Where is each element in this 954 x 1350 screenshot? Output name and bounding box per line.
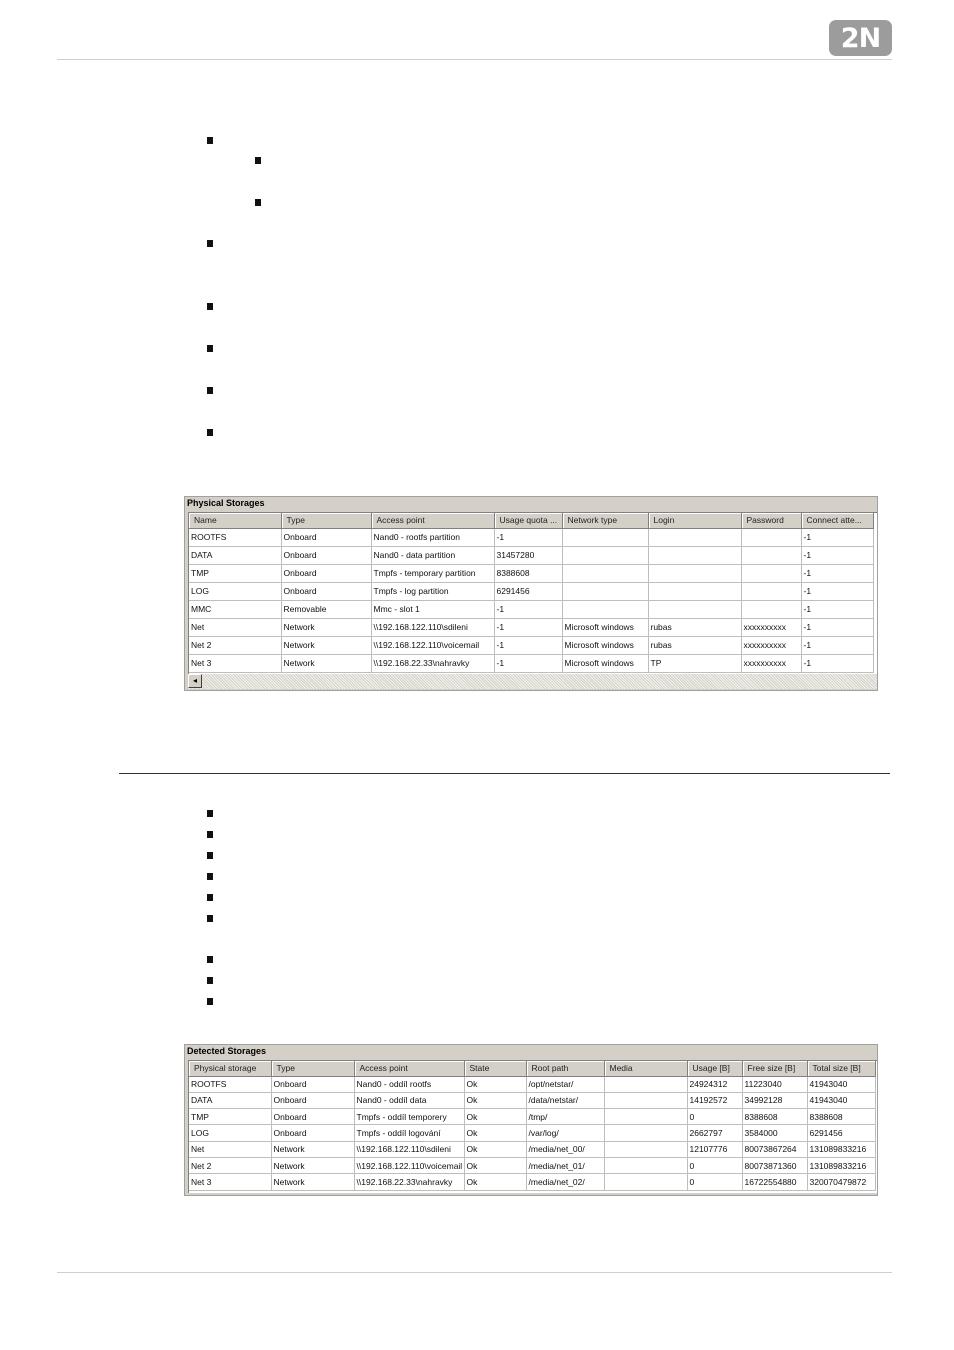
table-cell: 0 (687, 1174, 742, 1190)
table-cell: /media/net_00/ (526, 1141, 604, 1157)
bullet-marker (207, 998, 213, 1005)
table-cell (604, 1141, 687, 1157)
table-cell (648, 582, 741, 600)
table-cell: -1 (494, 528, 562, 546)
table-cell: \\192.168.22.33\nahravky (354, 1174, 464, 1190)
table-cell: Nand0 - data partition (371, 546, 494, 564)
table-cell: Ok (464, 1174, 526, 1190)
table-cell: 16722554880 (742, 1174, 807, 1190)
table-row[interactable] (189, 546, 873, 564)
table-row[interactable] (189, 636, 873, 654)
horizontal-scrollbar[interactable] (188, 674, 877, 689)
table-cell: Onboard (271, 1092, 354, 1108)
table-cell: /opt/netstar/ (526, 1076, 604, 1092)
table-cell: TP (648, 654, 741, 672)
table-row[interactable] (189, 618, 873, 636)
table-cell: Network (281, 618, 371, 636)
table-row[interactable] (189, 600, 873, 618)
table-cell (741, 600, 801, 618)
table-row[interactable] (189, 1157, 875, 1173)
table-cell: -1 (494, 636, 562, 654)
table-cell (648, 564, 741, 582)
table-cell: 14192572 (687, 1092, 742, 1108)
table-cell: TMP (189, 1109, 271, 1125)
table-cell: -1 (801, 528, 873, 546)
table-cell: \\192.168.22.33\nahravky (371, 654, 494, 672)
table-cell (562, 582, 648, 600)
bullet-marker (207, 852, 213, 859)
table-cell: /data/netstar/ (526, 1092, 604, 1108)
table-cell (604, 1125, 687, 1141)
header-rule (57, 59, 892, 60)
table-cell: Nand0 - rootfs partition (371, 528, 494, 546)
table-cell (741, 528, 801, 546)
table-cell: 8388608 (742, 1109, 807, 1125)
table-cell: -1 (801, 618, 873, 636)
table-cell: Nand0 - oddíl data (354, 1092, 464, 1108)
table-cell: DATA (189, 546, 281, 564)
table-cell: 12107776 (687, 1141, 742, 1157)
table-cell (604, 1092, 687, 1108)
table-cell (562, 528, 648, 546)
column-header[interactable]: Name (189, 513, 281, 528)
table-cell: -1 (494, 600, 562, 618)
table-header-row (189, 513, 873, 528)
table-cell: Ok (464, 1092, 526, 1108)
table-cell: 41943040 (807, 1092, 875, 1108)
table-cell: 3584000 (742, 1125, 807, 1141)
bullet-marker (207, 303, 213, 310)
table-cell: Mmc - slot 1 (371, 600, 494, 618)
table-cell (648, 528, 741, 546)
table-cell (604, 1109, 687, 1125)
column-header[interactable]: Access point (354, 1061, 464, 1076)
table-row[interactable] (189, 1109, 875, 1125)
table-cell (604, 1076, 687, 1092)
table-cell: Onboard (271, 1076, 354, 1092)
bullet-marker (207, 894, 213, 901)
table-cell: Net 2 (189, 636, 281, 654)
table-cell: ROOTFS (189, 528, 281, 546)
table-cell: -1 (801, 564, 873, 582)
table-cell: /tmp/ (526, 1109, 604, 1125)
table-cell (562, 564, 648, 582)
column-header[interactable]: Type (271, 1061, 354, 1076)
table-cell (741, 582, 801, 600)
table-row[interactable] (189, 654, 873, 672)
table-cell: \\192.168.122.110\sdileni (354, 1141, 464, 1157)
table-cell: Microsoft windows (562, 636, 648, 654)
column-header[interactable]: Login (648, 513, 741, 528)
column-header[interactable]: Free size [B] (742, 1061, 807, 1076)
footer-rule (57, 1272, 892, 1273)
table-cell: 34992128 (742, 1092, 807, 1108)
physical-storages-table (188, 512, 877, 674)
table-cell: Microsoft windows (562, 654, 648, 672)
column-header[interactable]: Root path (526, 1061, 604, 1076)
table-cell: Tmpfs - log partition (371, 582, 494, 600)
table-cell: Onboard (271, 1125, 354, 1141)
bullet-marker (207, 915, 213, 922)
table-row[interactable] (189, 528, 873, 546)
table-cell: rubas (648, 636, 741, 654)
table-cell: 31457280 (494, 546, 562, 564)
table-cell: Onboard (281, 528, 371, 546)
table-cell: /media/net_02/ (526, 1174, 604, 1190)
table-cell: Net (189, 618, 281, 636)
table-row[interactable] (189, 1092, 875, 1108)
bullet-marker (207, 137, 213, 144)
table-cell: Net (189, 1141, 271, 1157)
table-cell: ROOTFS (189, 1076, 271, 1092)
bullet-marker (207, 240, 213, 247)
table-cell: LOG (189, 582, 281, 600)
column-header[interactable]: Usage quota ... (494, 513, 562, 528)
table-row[interactable] (189, 1141, 875, 1157)
table-cell: \\192.168.122.110\voicemail (354, 1157, 464, 1173)
table-cell: -1 (494, 618, 562, 636)
table-cell: Tmpfs - oddíl temporery (354, 1109, 464, 1125)
table-cell: Network (271, 1174, 354, 1190)
table-cell: 41943040 (807, 1076, 875, 1092)
table-cell: Network (281, 636, 371, 654)
table-cell: Ok (464, 1076, 526, 1092)
table-cell: Nand0 - oddíl rootfs (354, 1076, 464, 1092)
table-cell: Net 3 (189, 1174, 271, 1190)
bullet-marker (255, 199, 261, 206)
column-header[interactable]: Media (604, 1061, 687, 1076)
table-cell: \\192.168.122.110\voicemail (371, 636, 494, 654)
table-cell (648, 600, 741, 618)
table-cell: 8388608 (807, 1109, 875, 1125)
column-header[interactable]: Physical storage (189, 1061, 271, 1076)
column-header[interactable]: Connect atte... (801, 513, 873, 528)
table-cell: Net 2 (189, 1157, 271, 1173)
column-header[interactable]: Total size [B] (807, 1061, 875, 1076)
table-cell: Onboard (271, 1109, 354, 1125)
table-cell: 6291456 (494, 582, 562, 600)
physical-storages-panel (184, 496, 878, 691)
table-cell: 0 (687, 1157, 742, 1173)
table-cell: 24924312 (687, 1076, 742, 1092)
table-cell: \\192.168.122.110\sdileni (371, 618, 494, 636)
table-cell: Removable (281, 600, 371, 618)
table-cell: 2662797 (687, 1125, 742, 1141)
table-cell: Ok (464, 1125, 526, 1141)
table-cell: DATA (189, 1092, 271, 1108)
column-header[interactable]: Password (741, 513, 801, 528)
bullet-marker (207, 345, 213, 352)
bullet-marker (207, 387, 213, 394)
table-cell: Network (271, 1141, 354, 1157)
panel-title: Physical Storages (187, 498, 265, 508)
section-divider (119, 773, 890, 774)
table-cell: Onboard (281, 582, 371, 600)
panel-title: Detected Storages (187, 1046, 267, 1056)
table-cell: -1 (801, 654, 873, 672)
table-cell: 11223040 (742, 1076, 807, 1092)
table-cell: -1 (494, 654, 562, 672)
table-cell: -1 (801, 636, 873, 654)
bullet-marker (207, 429, 213, 436)
table-row[interactable] (189, 1174, 875, 1190)
bullet-marker (207, 873, 213, 880)
table-cell: 320070479872 (807, 1174, 875, 1190)
table-cell: Net 3 (189, 654, 281, 672)
table-cell: xxxxxxxxxx (741, 636, 801, 654)
table-row[interactable] (189, 564, 873, 582)
table-cell: 8388608 (494, 564, 562, 582)
table-cell: Onboard (281, 546, 371, 564)
table-cell (604, 1157, 687, 1173)
column-header[interactable]: Type (281, 513, 371, 528)
table-cell: Microsoft windows (562, 618, 648, 636)
table-cell: Network (271, 1157, 354, 1173)
table-cell (562, 600, 648, 618)
table-cell: xxxxxxxxxx (741, 618, 801, 636)
table-cell (604, 1174, 687, 1190)
table-cell: Tmpfs - oddíl logování (354, 1125, 464, 1141)
column-header[interactable]: Access point (371, 513, 494, 528)
table-row[interactable] (189, 582, 873, 600)
table-cell: 6291456 (807, 1125, 875, 1141)
table-row[interactable] (189, 1076, 875, 1092)
column-header[interactable]: Network type (562, 513, 648, 528)
table-cell: Tmpfs - temporary partition (371, 564, 494, 582)
table-cell: 0 (687, 1109, 742, 1125)
bullet-marker (255, 157, 261, 164)
brand-logo: 2N (829, 20, 892, 56)
table-cell: /media/net_01/ (526, 1157, 604, 1173)
table-cell (562, 546, 648, 564)
bullet-marker (207, 831, 213, 838)
table-cell: xxxxxxxxxx (741, 654, 801, 672)
table-cell (741, 564, 801, 582)
table-cell (648, 546, 741, 564)
table-cell: Ok (464, 1157, 526, 1173)
bullet-marker (207, 810, 213, 817)
table-cell: rubas (648, 618, 741, 636)
table-cell: /var/log/ (526, 1125, 604, 1141)
table-cell (741, 546, 801, 564)
column-header[interactable]: State (464, 1061, 526, 1076)
table-cell: 80073871360 (742, 1157, 807, 1173)
table-cell: 80073867264 (742, 1141, 807, 1157)
table-cell: -1 (801, 600, 873, 618)
table-cell: -1 (801, 546, 873, 564)
column-header[interactable]: Usage [B] (687, 1061, 742, 1076)
table-cell: Ok (464, 1141, 526, 1157)
table-cell: -1 (801, 582, 873, 600)
table-cell: LOG (189, 1125, 271, 1141)
scroll-left-button[interactable]: ◂ (188, 674, 202, 688)
detected-storages-table (188, 1060, 877, 1193)
table-cell: MMC (189, 600, 281, 618)
detected-storages-panel (184, 1044, 878, 1196)
table-cell: 131089833216 (807, 1157, 875, 1173)
table-cell: Ok (464, 1109, 526, 1125)
bullet-marker (207, 977, 213, 984)
table-cell: 131089833216 (807, 1141, 875, 1157)
table-cell: TMP (189, 564, 281, 582)
table-header-row (189, 1061, 875, 1076)
table-row[interactable] (189, 1125, 875, 1141)
bullet-marker (207, 956, 213, 963)
table-cell: Network (281, 654, 371, 672)
table-cell: Onboard (281, 564, 371, 582)
